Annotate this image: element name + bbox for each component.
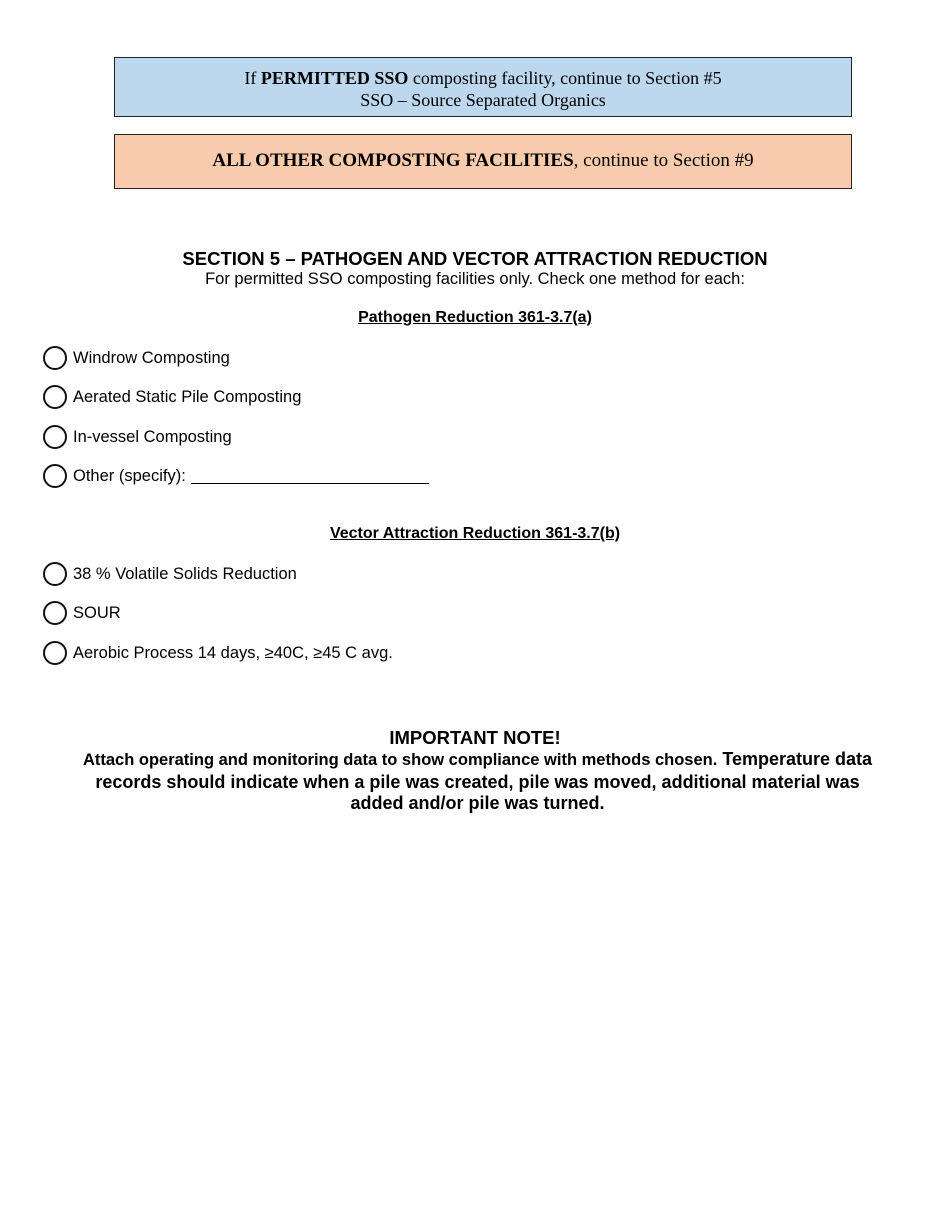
banner-bold-text: PERMITTED SSO [260,68,409,88]
permitted-sso-line1 [115,67,851,89]
radio-option-other[interactable] [43,462,429,490]
radio-circle[interactable] [43,641,67,665]
radio-circle[interactable] [43,385,67,409]
vector-heading: Vector Attraction Reduction 361-3.7(b) [329,525,621,542]
radio-option-windrow[interactable] [43,344,230,372]
radio-circle[interactable] [43,464,67,488]
option-label: SOUR [73,603,121,622]
radio-circle[interactable] [43,562,67,586]
banner-text: composting facility, continue to Section #5 [408,68,722,88]
radio-circle[interactable] [43,425,67,449]
option-label: Aerated Static Pile Composting [73,387,302,406]
important-note-title: IMPORTANT NOTE! [389,727,561,748]
important-note-body [70,749,885,815]
radio-option-sour[interactable] [43,599,121,627]
other-facilities-banner [114,134,852,189]
other-specify-field[interactable] [191,469,429,484]
radio-option-aerated-static-pile[interactable] [43,383,301,411]
note-text-large: Temperature data records should indicate when a pile was created, pile was moved, additional material was added and/or pile was turned. [95,749,873,813]
radio-option-in-vessel[interactable] [43,423,232,451]
banner-text: , continue to Section #9 [573,150,754,171]
radio-circle[interactable] [43,346,67,370]
section-title: SECTION 5 – PATHOGEN AND VECTOR ATTRACTION REDUCTION [182,248,768,269]
section-subtitle: For permitted SSO composting facilities only. Check one method for each: [205,270,745,288]
option-label: Aerobic Process 14 days, ≥40C, ≥45 C avg. [73,643,393,662]
option-label: In-vessel Composting [73,427,232,446]
banner-bold-text: ALL OTHER COMPOSTING FACILITIES [212,150,574,171]
banner-text: If [244,68,261,88]
note-text-small: Attach operating and monitoring data to show compliance with methods chosen. [82,751,718,769]
radio-option-volatile-solids[interactable] [43,560,297,588]
radio-option-aerobic-process[interactable] [43,639,393,667]
permitted-sso-banner [114,57,852,117]
option-label: Other (specify): [73,466,186,485]
radio-circle[interactable] [43,601,67,625]
sso-definition: SSO – Source Separated Organics [360,90,606,110]
pathogen-heading: Pathogen Reduction 361-3.7(a) [358,309,592,326]
option-label: Windrow Composting [73,348,230,367]
option-label: 38 % Volatile Solids Reduction [73,564,297,583]
